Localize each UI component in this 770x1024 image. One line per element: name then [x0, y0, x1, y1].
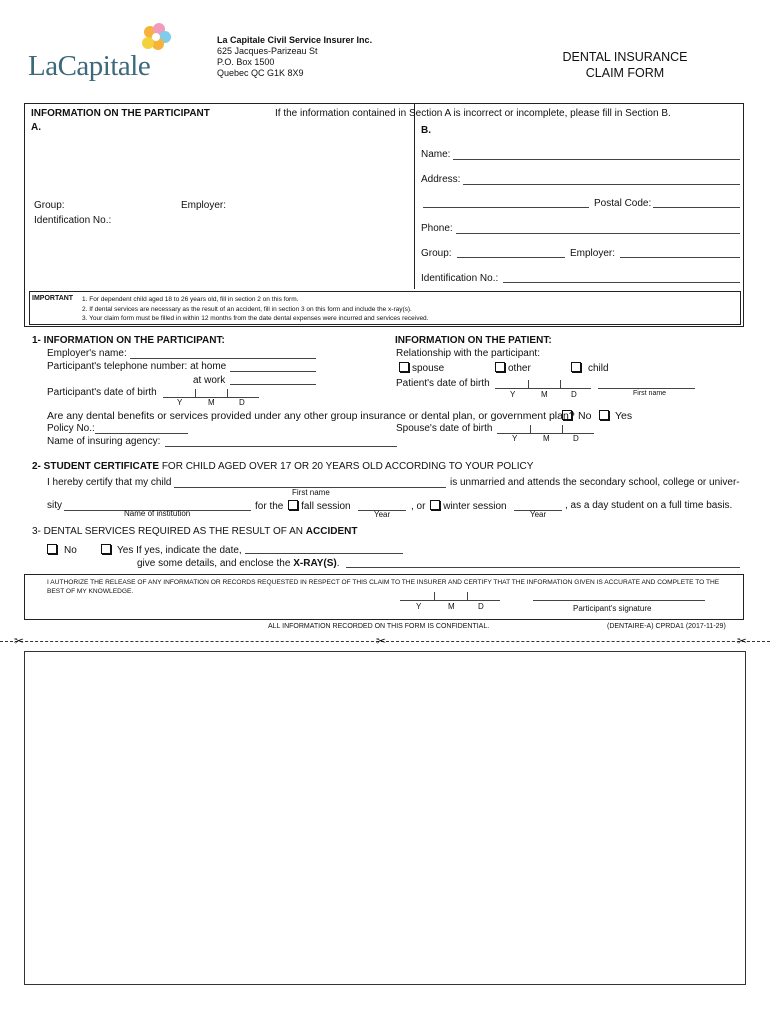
section-b-note: If the information contained in Section A is incorrect or incomplete, please fill in Section B.	[275, 108, 671, 119]
checkbox[interactable]	[399, 362, 409, 372]
day-label: D	[478, 602, 484, 611]
b-id-field[interactable]	[503, 282, 740, 283]
section3-heading	[32, 526, 357, 537]
agency-field[interactable]	[165, 446, 397, 447]
date-divider	[530, 425, 531, 434]
details-end: .	[336, 558, 340, 569]
b-id-label: Identification No.:	[421, 273, 499, 284]
relationship-child[interactable]	[571, 362, 609, 374]
checkbox[interactable]	[47, 544, 57, 554]
employer-name-field[interactable]	[130, 358, 316, 359]
b-group-field[interactable]	[457, 257, 565, 258]
company-address	[217, 35, 372, 79]
date-divider	[562, 425, 563, 434]
checkbox[interactable]	[101, 544, 111, 554]
other-insurance-yes[interactable]	[599, 410, 632, 422]
accident-details-field[interactable]	[346, 567, 740, 568]
address-line: Quebec QC G1K 8X9	[217, 68, 304, 78]
patient-heading: INFORMATION ON THE PATIENT:	[395, 335, 552, 346]
checkbox[interactable]	[571, 362, 581, 372]
date-divider	[528, 380, 529, 389]
relationship-label: Relationship with the participant:	[396, 348, 540, 359]
b-postal-label: Postal Code:	[594, 198, 652, 209]
day-label: D	[573, 434, 579, 443]
b-group-label: Group:	[421, 248, 452, 259]
signature-field[interactable]	[533, 600, 705, 601]
logo	[28, 22, 178, 84]
checkbox[interactable]	[495, 362, 505, 372]
important-label: IMPORTANT	[32, 295, 74, 302]
section3-heading-text: 3- DENTAL SERVICES REQUIRED AS THE RESULT OF AN	[32, 526, 306, 537]
form-title-line1: DENTAL INSURANCE	[562, 50, 688, 64]
year-caption: Year	[374, 510, 391, 519]
policy-field[interactable]	[95, 433, 188, 434]
relationship-other[interactable]	[495, 362, 531, 374]
other-label: other	[508, 363, 531, 374]
receipt-attachment-area	[24, 651, 746, 985]
sity-text: sity	[47, 500, 62, 511]
date-divider	[227, 389, 228, 398]
day-label: D	[239, 398, 245, 407]
checkbox[interactable]	[430, 500, 440, 510]
section-b-letter: B.	[421, 125, 431, 136]
checkbox[interactable]	[562, 410, 572, 420]
year-label: Y	[512, 434, 518, 443]
phone-work-field[interactable]	[230, 384, 316, 385]
relationship-spouse[interactable]	[399, 362, 444, 374]
section2-heading-rest: FOR CHILD AGED OVER 17 OR 20 YEARS OLD ACCORDING TO YOUR POLICY	[159, 461, 534, 472]
no-label: No	[578, 410, 592, 422]
day-label: D	[571, 390, 577, 399]
date-divider	[560, 380, 561, 389]
a-id-label: Identification No.:	[34, 215, 112, 226]
xray-text: X-RAY(S)	[293, 558, 337, 569]
a-employer-label: Employer:	[181, 200, 227, 211]
year-label: Y	[177, 398, 183, 407]
participant-dob-label: Participant's date of birth	[47, 387, 157, 398]
b-address-label: Address:	[421, 174, 461, 185]
year-caption: Year	[530, 510, 547, 519]
form-title	[545, 49, 705, 81]
unmarried-text: is unmarried and attends the secondary school, college or univer-	[450, 477, 740, 488]
company-name: La Capitale Civil Service Insurer Inc.	[217, 35, 373, 45]
other-insurance-question: Are any dental benefits or services provided under any other group insurance or dental plan, or government plan?	[47, 410, 575, 422]
scissors-icon: ✂	[376, 634, 387, 648]
phone-work-label: at work	[193, 375, 226, 386]
address-line: 625 Jacques-Parizeau St	[217, 46, 318, 56]
patient-dob-field[interactable]	[495, 388, 591, 389]
form-code: (DENTAIRE-A) CPRDA1 (2017-11-29)	[607, 623, 726, 630]
section3-heading-bold: ACCIDENT	[305, 526, 358, 537]
b-employer-field[interactable]	[620, 257, 740, 258]
yes-label: Yes	[615, 410, 633, 422]
spouse-dob-label: Spouse's date of birth	[396, 423, 493, 434]
yes-label: Yes If yes, indicate the date,	[117, 545, 242, 556]
important-item: 3. Your claim form must be filled in within 12 months from the date dental expenses were incurred and services received.	[82, 315, 429, 322]
b-phone-label: Phone:	[421, 223, 453, 234]
form-title-line2: CLAIM FORM	[585, 66, 665, 80]
b-employer-label: Employer:	[570, 248, 616, 259]
no-label: No	[64, 545, 77, 556]
phone-home-label: Participant's telephone number: at home	[47, 361, 227, 372]
employer-name-label: Employer's name:	[47, 348, 127, 359]
b-postal-field[interactable]	[653, 207, 740, 208]
logo-text: LaCapitale	[28, 50, 151, 82]
accident-no[interactable]	[47, 544, 77, 556]
checkbox[interactable]	[288, 500, 298, 510]
child-label: child	[588, 363, 609, 374]
first-name-caption: First name	[633, 390, 667, 397]
certify-label: I hereby certify that my child	[47, 477, 172, 488]
section2-heading	[32, 461, 533, 472]
winter-session-option[interactable]	[411, 500, 507, 512]
accident-date-field[interactable]	[245, 553, 403, 554]
accident-yes[interactable]	[101, 544, 242, 556]
other-insurance-no[interactable]	[562, 410, 591, 422]
section-divider	[414, 103, 415, 289]
confidential-note: ALL INFORMATION RECORDED ON THIS FORM IS CONFIDENTIAL.	[268, 623, 490, 630]
b-name-field[interactable]	[453, 159, 740, 160]
phone-home-field[interactable]	[230, 371, 316, 372]
b-name-label: Name:	[421, 149, 451, 160]
accident-details-text	[137, 558, 340, 569]
winter-label: winter session	[443, 501, 507, 512]
important-list	[82, 295, 428, 324]
patient-dob-label: Patient's date of birth	[396, 378, 490, 389]
b-address-field-2[interactable]	[423, 207, 589, 208]
or-text: , or	[411, 501, 426, 512]
authorization-text: I AUTHORIZE THE RELEASE OF ANY INFORMATION OR RECORDS REQUESTED IN RESPECT OF THIS CLAIM TO THE INSURER AND CERTIFY THAT THE INFORMATION GIVEN IS ACCURATE AND COMPLETE TO THE BEST OF MY KNOWLEDGE.	[47, 579, 720, 595]
date-divider	[467, 592, 468, 601]
a-group-label: Group:	[34, 200, 65, 211]
section2-heading-bold: 2- STUDENT CERTIFICATE	[32, 461, 160, 472]
section1-heading: 1- INFORMATION ON THE PARTICIPANT:	[32, 335, 225, 346]
institution-caption: Name of institution	[124, 509, 191, 518]
important-item: 2. If dental services are necessary as the result of an accident, fill in section 3 on this form and include the x-ray(s).	[82, 305, 412, 313]
date-divider	[434, 592, 435, 601]
year-label: Y	[416, 602, 422, 611]
scissors-icon: ✂	[737, 634, 748, 648]
spouse-label: spouse	[412, 363, 445, 374]
month-label: M	[543, 434, 550, 443]
checkbox[interactable]	[599, 410, 609, 420]
for-the-text: for the	[255, 501, 284, 512]
scissors-icon: ✂	[14, 634, 25, 648]
fall-session-option[interactable]	[255, 500, 351, 512]
section-a-heading: INFORMATION ON THE PARTICIPANT	[31, 108, 210, 119]
fulltime-text: , as a day student on a full time basis.	[565, 500, 733, 511]
address-line: P.O. Box 1500	[217, 57, 275, 67]
policy-label: Policy No.:	[47, 423, 95, 434]
month-label: M	[541, 390, 548, 399]
agency-label: Name of insuring agency:	[47, 436, 161, 447]
year-label: Y	[510, 390, 516, 399]
date-divider	[195, 389, 196, 398]
details-text: give some details, and enclose the	[137, 558, 294, 569]
important-item: 1. For dependent child aged 18 to 26 years old, fill in section 2 on this form.	[82, 296, 299, 303]
first-name-caption: First name	[292, 488, 330, 497]
section-a-letter: A.	[31, 122, 41, 133]
auth-date-field[interactable]	[400, 600, 500, 601]
month-label: M	[208, 398, 215, 407]
month-label: M	[448, 602, 455, 611]
fall-label: fall session	[301, 501, 351, 512]
patient-first-name-field[interactable]	[598, 388, 695, 389]
b-phone-field[interactable]	[456, 233, 740, 234]
b-address-field[interactable]	[463, 184, 740, 185]
signature-caption: Participant's signature	[573, 604, 652, 613]
